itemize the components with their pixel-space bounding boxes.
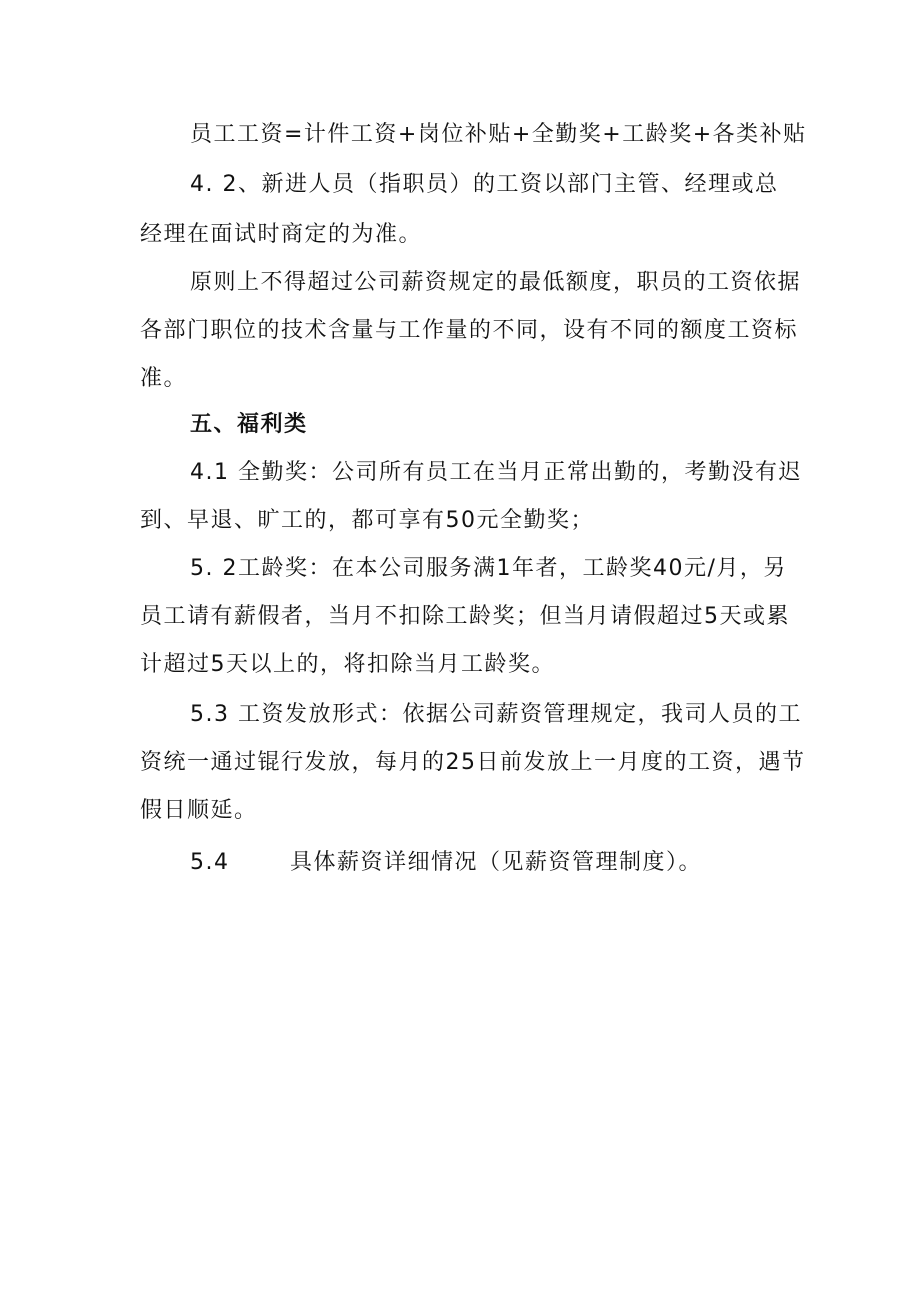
- principle-line-1: 原则上不得超过公司薪资规定的最低额度，职员的工资依据: [190, 270, 802, 295]
- item-4-2-line-2: 经理在面试时商定的为准。: [140, 222, 423, 247]
- item-4-2-line-1: 4. 2、新进人员（指职员）的工资以部门主管、经理或总: [190, 172, 779, 197]
- item-5-3-line-2: 资统一通过锟行发放，每月的25日前发放上一月度的工资，遇节: [140, 750, 806, 775]
- item-5-3-line-1: 5.3 工资发放形式：依据公司薪资管理规定，我司人员的工: [190, 702, 802, 727]
- item-5-3-line-3: 假日顺延。: [140, 798, 258, 823]
- principle-line-2: 各部门职位的技术含量与工作量的不同，设有不同的额度工资标: [140, 318, 799, 343]
- salary-formula: 员工工资=计件工资+岗位补贴+全勤奖+工龄奖+各类补贴: [190, 122, 807, 147]
- item-4-1-line-1: 4.1 全勤奖：公司所有员工在当月正常出勤的，考勤没有迟: [190, 460, 802, 485]
- item-5-2-line-1: 5. 2工龄奖：在本公司服务满1年者，工龄奖40元/月，另: [190, 556, 787, 581]
- item-5-2-line-2: 员工请有薪假者，当月不扣除工龄奖；但当月请假超过5天或累: [140, 604, 790, 629]
- item-5-2-line-3: 计超过5天以上的，将扣除当月工龄奖。: [140, 652, 555, 677]
- item-5-4: [190, 848, 702, 878]
- item-5-4-text: 具体薪资详细情况（见薪资管理制度）。: [290, 850, 703, 875]
- principle-line-3: 准。: [140, 366, 188, 391]
- item-5-4-number: 5.4: [190, 850, 230, 875]
- item-4-1-line-2: 到、早退、旷工的，都可享有50元全勤奖；: [140, 508, 594, 533]
- section-5-title: 五、福利类: [190, 412, 308, 437]
